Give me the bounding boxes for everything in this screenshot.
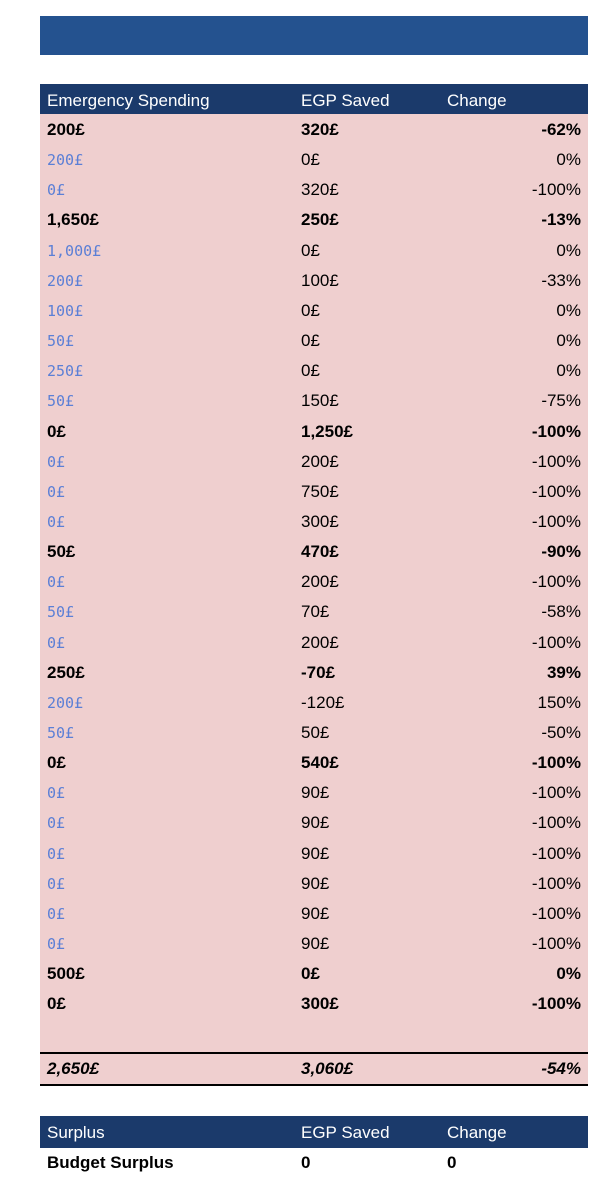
saved-cell: 70£ bbox=[301, 602, 330, 622]
group-row bbox=[40, 988, 588, 1018]
change-cell: -90% bbox=[541, 542, 581, 562]
change-cell: -100% bbox=[531, 994, 581, 1014]
spending-cell: 200£ bbox=[47, 151, 84, 170]
total-spending: 2,650£ bbox=[47, 1059, 99, 1078]
spending-cell: 0£ bbox=[47, 633, 66, 652]
change-cell: 0% bbox=[556, 240, 581, 260]
spending-cell: 0£ bbox=[47, 874, 66, 893]
table-row bbox=[40, 928, 588, 958]
saved-cell: 0£ bbox=[301, 964, 320, 984]
table-row bbox=[40, 325, 588, 355]
saved-cell: 300£ bbox=[301, 994, 339, 1014]
header-egp-saved: EGP Saved bbox=[301, 91, 390, 110]
spending-cell: 50£ bbox=[47, 332, 75, 351]
spending-cell: 200£ bbox=[47, 120, 85, 139]
spending-cell: 50£ bbox=[47, 542, 76, 562]
total-saved: 3,060£ bbox=[301, 1059, 353, 1078]
spending-cell: 0£ bbox=[47, 753, 66, 773]
spending-cell: 1,650£ bbox=[47, 210, 99, 230]
saved-cell: 90£ bbox=[301, 903, 330, 923]
change-cell: -13% bbox=[541, 210, 581, 230]
change-cell: -100% bbox=[531, 180, 581, 200]
spending-cell: 1,000£ bbox=[47, 241, 102, 260]
change-cell: 0% bbox=[556, 964, 581, 984]
table-row bbox=[40, 566, 588, 596]
spending-cell: 0£ bbox=[47, 844, 66, 863]
saved-cell: 0£ bbox=[301, 331, 320, 351]
group-row bbox=[40, 114, 588, 144]
saved-cell: 0£ bbox=[301, 240, 320, 260]
saved-cell: -120£ bbox=[301, 692, 345, 712]
saved-cell: 540£ bbox=[301, 753, 339, 773]
table-row bbox=[40, 777, 588, 807]
saved-cell: 100£ bbox=[301, 270, 339, 290]
saved-cell: 90£ bbox=[301, 843, 330, 863]
table-row bbox=[40, 898, 588, 928]
change-cell: -100% bbox=[531, 511, 581, 531]
table-row bbox=[40, 385, 588, 415]
saved-cell: 200£ bbox=[301, 632, 339, 652]
saved-cell: 1,250£ bbox=[301, 421, 353, 441]
table-row bbox=[40, 144, 588, 174]
group-row bbox=[40, 416, 588, 446]
surplus-table-header bbox=[40, 1116, 588, 1148]
change-cell: -100% bbox=[531, 783, 581, 803]
change-cell: 0% bbox=[556, 300, 581, 320]
table-row bbox=[40, 717, 588, 747]
change-cell: -62% bbox=[541, 120, 581, 139]
change-cell: -100% bbox=[531, 843, 581, 863]
saved-cell: 90£ bbox=[301, 783, 330, 803]
spending-cell: 250£ bbox=[47, 662, 85, 682]
header-emergency-spending: Emergency Spending bbox=[47, 91, 210, 110]
change-cell: -100% bbox=[531, 572, 581, 592]
change-cell: -75% bbox=[541, 391, 581, 411]
surplus-saved: 0 bbox=[301, 1153, 311, 1172]
spending-cell: 0£ bbox=[47, 814, 66, 833]
spending-cell: 50£ bbox=[47, 724, 75, 742]
spending-cell: 0£ bbox=[47, 573, 66, 592]
budget-surplus-row bbox=[40, 1148, 588, 1178]
change-cell: -100% bbox=[531, 481, 581, 501]
saved-cell: 750£ bbox=[301, 481, 339, 501]
group-row bbox=[40, 958, 588, 988]
saved-cell: 0£ bbox=[301, 300, 320, 320]
spending-cell: 500£ bbox=[47, 964, 85, 984]
table-row bbox=[40, 838, 588, 868]
change-cell: -100% bbox=[531, 813, 581, 833]
group-row bbox=[40, 204, 588, 234]
emergency-table-header bbox=[40, 84, 588, 116]
change-cell: -58% bbox=[541, 602, 581, 622]
table-row bbox=[40, 807, 588, 837]
emergency-spending-table bbox=[40, 114, 588, 1056]
header-change: Change bbox=[447, 91, 507, 110]
change-cell: 0% bbox=[556, 150, 581, 170]
change-cell: -50% bbox=[541, 723, 581, 742]
saved-cell: 90£ bbox=[301, 873, 330, 893]
table-row bbox=[40, 868, 588, 898]
change-cell: -33% bbox=[541, 270, 581, 290]
saved-cell: 90£ bbox=[301, 934, 330, 954]
table-row bbox=[40, 174, 588, 204]
spending-cell: 0£ bbox=[47, 994, 66, 1014]
surplus-change: 0 bbox=[447, 1153, 457, 1172]
change-cell: 39% bbox=[546, 662, 581, 682]
spending-cell: 0£ bbox=[47, 904, 66, 923]
table-row bbox=[40, 235, 588, 265]
group-row bbox=[40, 536, 588, 566]
spending-cell: 0£ bbox=[47, 421, 66, 441]
change-cell: -100% bbox=[531, 632, 581, 652]
saved-cell: 90£ bbox=[301, 813, 330, 833]
saved-cell: 200£ bbox=[301, 572, 339, 592]
table-row bbox=[40, 596, 588, 626]
spending-cell: 250£ bbox=[47, 362, 84, 381]
table-row bbox=[40, 265, 588, 295]
spending-cell: 200£ bbox=[47, 693, 84, 712]
saved-cell: 320£ bbox=[301, 120, 339, 139]
table-row bbox=[40, 627, 588, 657]
saved-cell: 0£ bbox=[301, 361, 320, 381]
change-cell: -100% bbox=[531, 421, 581, 441]
spending-cell: 200£ bbox=[47, 271, 84, 290]
saved-cell: 250£ bbox=[301, 210, 339, 230]
saved-cell: 50£ bbox=[301, 723, 330, 742]
spending-cell: 0£ bbox=[47, 935, 66, 954]
change-cell: -100% bbox=[531, 873, 581, 893]
saved-cell: 150£ bbox=[301, 391, 339, 411]
top-banner bbox=[40, 16, 588, 55]
saved-cell: 470£ bbox=[301, 542, 339, 562]
change-cell: -100% bbox=[531, 753, 581, 773]
change-cell: 0% bbox=[556, 361, 581, 381]
table-row bbox=[40, 446, 588, 476]
change-cell: -100% bbox=[531, 451, 581, 471]
spending-cell: 100£ bbox=[47, 301, 84, 320]
header-surplus-change: Change bbox=[447, 1123, 507, 1142]
group-row bbox=[40, 747, 588, 777]
table-row bbox=[40, 476, 588, 506]
saved-cell: -70£ bbox=[301, 662, 336, 682]
spending-cell: 0£ bbox=[47, 452, 66, 471]
spending-cell: 50£ bbox=[47, 603, 75, 622]
saved-cell: 300£ bbox=[301, 511, 339, 531]
table-row bbox=[40, 355, 588, 385]
table-row bbox=[40, 295, 588, 325]
change-cell: 0% bbox=[556, 331, 581, 351]
spending-cell: 0£ bbox=[47, 482, 66, 501]
table-row bbox=[40, 506, 588, 536]
saved-cell: 200£ bbox=[301, 451, 339, 471]
header-surplus: Surplus bbox=[47, 1123, 105, 1142]
change-cell: -100% bbox=[531, 934, 581, 954]
spending-cell: 0£ bbox=[47, 784, 66, 803]
spending-cell: 0£ bbox=[47, 512, 66, 531]
total-row bbox=[40, 1052, 588, 1086]
group-row bbox=[40, 657, 588, 687]
saved-cell: 320£ bbox=[301, 180, 339, 200]
spending-cell: 50£ bbox=[47, 392, 75, 411]
spending-cell: 0£ bbox=[47, 181, 66, 200]
table-row bbox=[40, 687, 588, 717]
change-cell: -100% bbox=[531, 903, 581, 923]
header-surplus-egp-saved: EGP Saved bbox=[301, 1123, 390, 1142]
change-cell: 150% bbox=[537, 692, 581, 712]
saved-cell: 0£ bbox=[301, 150, 320, 170]
total-change: -54% bbox=[541, 1059, 581, 1078]
surplus-label: Budget Surplus bbox=[47, 1153, 174, 1172]
